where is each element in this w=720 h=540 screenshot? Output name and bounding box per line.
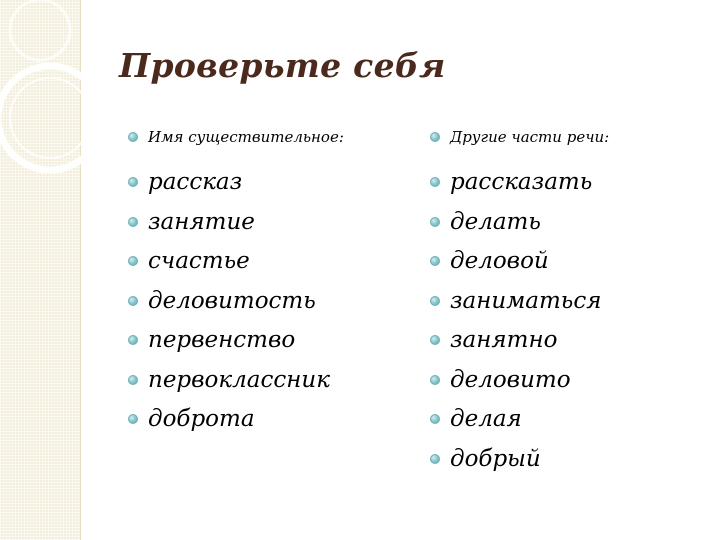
noun-word: доброта — [148, 406, 255, 432]
bullet-icon — [430, 177, 440, 187]
bullet-icon — [430, 375, 440, 385]
bullet-icon — [430, 414, 440, 424]
bullet-icon — [128, 335, 138, 345]
noun-word: деловитость — [148, 287, 316, 314]
bullet-icon — [128, 132, 138, 142]
other-word: добрый — [450, 445, 541, 472]
bullet-icon — [430, 296, 440, 306]
bullet-icon — [128, 414, 138, 424]
noun-word: первенство — [148, 327, 296, 353]
other-word: деловито — [450, 366, 571, 393]
bullet-icon — [430, 132, 440, 142]
nouns-heading: Имя существительное: — [148, 128, 344, 146]
other-word: делать — [450, 208, 541, 235]
other-word: делая — [450, 406, 522, 432]
other-parts-heading: Другие части речи: — [450, 128, 610, 146]
other-word: рассказать — [450, 169, 593, 195]
noun-word: первоклассник — [148, 366, 330, 393]
bullet-icon — [430, 217, 440, 227]
bullet-icon — [430, 335, 440, 345]
bullet-icon — [128, 177, 138, 187]
bullet-icon — [128, 296, 138, 306]
noun-word: занятие — [148, 208, 255, 235]
bullet-icon — [430, 454, 440, 464]
other-word: заниматься — [450, 287, 602, 314]
bullet-icon — [128, 375, 138, 385]
slide-title: Проверьте себя — [119, 46, 446, 85]
decorative-circles — [0, 0, 140, 210]
bullet-icon — [128, 256, 138, 266]
other-word: деловой — [450, 248, 549, 274]
other-word: занятно — [450, 327, 558, 353]
bullet-icon — [128, 217, 138, 227]
bullet-icon — [430, 256, 440, 266]
noun-word: рассказ — [148, 169, 243, 195]
noun-word: счастье — [148, 248, 250, 274]
